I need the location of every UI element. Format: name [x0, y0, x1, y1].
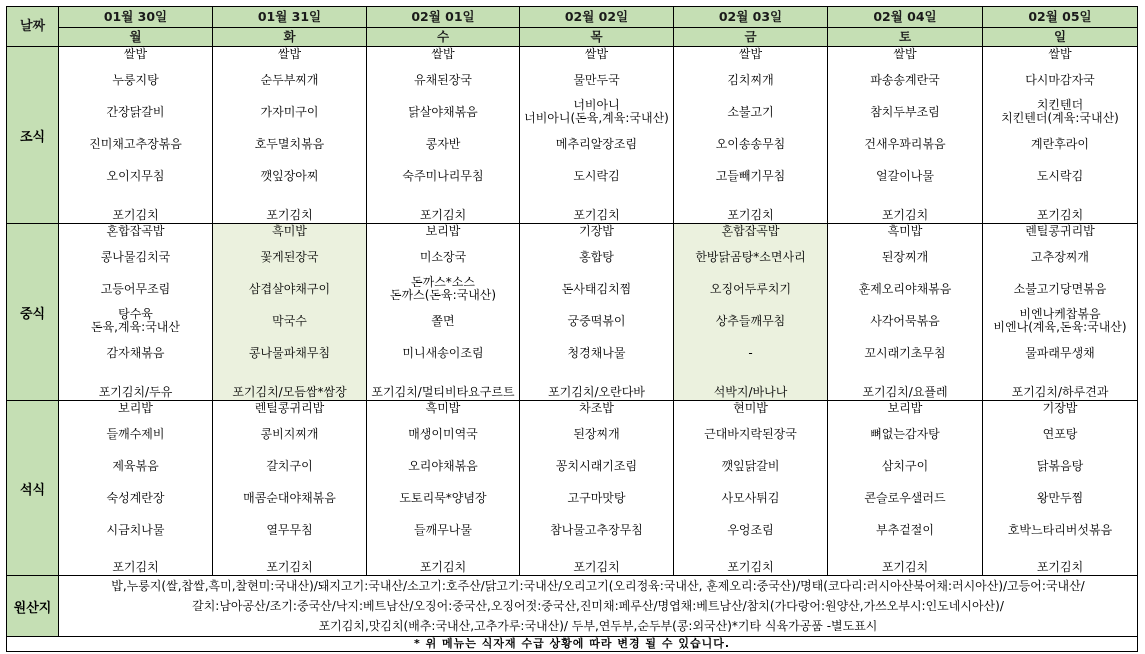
- menu-item: 우엉조림: [727, 522, 774, 537]
- date-header: 01월 30일: [59, 7, 213, 28]
- menu-item-list: [983, 224, 1137, 400]
- menu-cell: [828, 224, 983, 401]
- menu-cell: [213, 224, 367, 401]
- menu-item: 매생이미역국: [408, 426, 478, 441]
- origin-label: 원산지: [7, 576, 59, 637]
- menu-item: 흑미밥: [272, 224, 307, 238]
- origin-line: 밥,누룽지(쌀,찹쌀,흑미,찰현미:국내산)/돼지고기:국내산/소고기:호주산/닭고기:국내산/오리고기(오리정육:국내산, 훈제오리:중국산)/명태(코다리:러시아산북어채:러시아산)/고등어:국내산/: [111, 579, 1085, 593]
- menu-item: 청경채나물: [567, 345, 626, 360]
- menu-item: 흑미밥: [425, 401, 461, 415]
- menu-item: 포기김치: [573, 207, 620, 222]
- menu-item: 포기김치: [573, 559, 620, 574]
- menu-item: 도토리묵*양념장: [399, 490, 487, 505]
- menu-cell: [213, 47, 367, 224]
- menu-cell: [520, 47, 674, 224]
- menu-item: 쫄면: [431, 313, 455, 328]
- menu-item: 물만두국: [573, 72, 620, 87]
- menu-item: 사각어묵볶음: [870, 313, 940, 328]
- menu-item: 미니새송이조림: [402, 345, 484, 360]
- menu-item: 된장찌개: [573, 426, 620, 441]
- menu-item: 흑미밥: [887, 224, 923, 238]
- weekday-header: 토: [828, 28, 983, 47]
- menu-item: 물파래무생채: [1025, 345, 1095, 360]
- menu-cell: [59, 401, 213, 576]
- menu-item-list: [674, 224, 827, 400]
- menu-item: 숙성계란장: [106, 490, 165, 505]
- menu-item: 시금치나물: [106, 522, 165, 537]
- menu-item: 포기김치: [727, 559, 774, 574]
- menu-item: 혼합잡곡밥: [106, 224, 165, 238]
- menu-item: 닭살야채볶음: [408, 104, 478, 119]
- origin-line: 포기김치,맛김치(배추:국내산,고추가루:국내산)/ 두부,연두부,순두부(콩:외국산)*기타 식육가공품 -별도표시: [318, 619, 878, 633]
- menu-item: 쌀밥: [123, 47, 148, 61]
- menu-item: 유채된장국: [414, 72, 472, 87]
- menu-item-line: 너비아니: [573, 98, 620, 112]
- menu-item: 오이송송무침: [715, 136, 786, 151]
- weekday-header: 일: [983, 28, 1138, 47]
- date-header: 02월 01일: [367, 7, 520, 28]
- menu-item-list: [213, 47, 366, 223]
- menu-item: 막국수: [272, 313, 307, 328]
- menu-item: 부추겉절이: [876, 522, 934, 537]
- menu-item: 오징어두루치기: [709, 281, 792, 296]
- menu-item: 렌틸콩귀리밥: [1025, 224, 1095, 238]
- menu-item: 쌀밥: [738, 47, 763, 61]
- menu-item: 포기김치/멀티비타요구르트: [371, 384, 515, 399]
- date-header: 02월 05일: [983, 7, 1138, 28]
- menu-item-list: [520, 224, 673, 400]
- menu-item: 포기김치/하루견과: [1011, 384, 1109, 399]
- menu-item: 돈사태김치찜: [561, 281, 632, 296]
- menu-item: 혼합잡곡밥: [721, 224, 780, 238]
- menu-item: 얼갈이나물: [876, 168, 934, 183]
- menu-item-list: [828, 401, 982, 575]
- menu-item: 쌀밥: [584, 47, 609, 61]
- menu-item: 꽁치시래기조림: [555, 458, 638, 473]
- menu-item: 포기김치: [419, 207, 467, 222]
- menu-item-list: [367, 224, 519, 400]
- menu-item: 기장밥: [1042, 401, 1078, 415]
- menu-item: 왕만두찜: [1036, 490, 1084, 505]
- menu-item: 깻잎닭갈비: [721, 458, 780, 473]
- menu-item: [983, 305, 1137, 337]
- menu-item: 열무무침: [266, 522, 313, 537]
- menu-item: 보리밥: [425, 224, 461, 238]
- origin-line: 갈치:남아공산/조기:중국산/낙지:베트남산/오징어:중국산,오징어젓:중국산,진미채:페루산/명엽채:베트남산/참치(가다랑어:원양산,가쓰오부시:인도네시아산)/: [192, 599, 1004, 613]
- menu-item-list: [213, 224, 366, 400]
- menu-item: 계란후라이: [1031, 136, 1089, 151]
- menu-item: 미소장국: [419, 249, 467, 264]
- menu-item-line: 돈까스*소스: [411, 275, 475, 289]
- menu-item-line: 치킨텐더: [1036, 98, 1084, 112]
- menu-item: 삼치구이: [881, 458, 929, 473]
- menu-item: 호두멸치볶음: [254, 136, 325, 151]
- menu-cell: [213, 401, 367, 576]
- menu-item-list: [59, 47, 212, 223]
- menu-item: 오리야채볶음: [408, 458, 478, 473]
- menu-item: 가자미구이: [260, 104, 319, 119]
- menu-item: 다시마감자국: [1025, 72, 1095, 87]
- menu-item: [983, 96, 1137, 128]
- menu-item: 포기김치/요플레: [862, 384, 948, 399]
- menu-item: 고추장찌개: [1031, 249, 1089, 264]
- menu-item-list: [983, 47, 1137, 223]
- menu-item: 보리밥: [887, 401, 923, 415]
- menu-item-list: [59, 401, 212, 575]
- menu-item: 포기김치: [112, 207, 159, 222]
- menu-item: 참치두부조림: [870, 104, 940, 119]
- menu-item-list: [674, 401, 827, 575]
- menu-item: 깻잎장아찌: [260, 168, 319, 183]
- menu-item: 렌틸콩귀리밥: [254, 401, 325, 415]
- menu-item: 고들빼기무침: [715, 168, 786, 183]
- menu-item: 순두부찌개: [260, 72, 319, 87]
- menu-item: 고구마맛탕: [567, 490, 626, 505]
- menu-item: 차조밥: [579, 401, 614, 415]
- date-header: 01월 31일: [213, 7, 367, 28]
- menu-item: 포기김치: [881, 207, 929, 222]
- menu-item: 보리밥: [118, 401, 153, 415]
- menu-item: 쌀밥: [431, 47, 455, 61]
- weekday-header: 수: [367, 28, 520, 47]
- menu-item: 포기김치: [419, 559, 467, 574]
- menu-cell: [674, 47, 828, 224]
- date-header: 02월 02일: [520, 7, 674, 28]
- menu-cell: [367, 224, 520, 401]
- menu-item: 사모사튀김: [721, 490, 780, 505]
- menu-item-list: [828, 224, 982, 400]
- menu-item: 포기김치: [881, 559, 929, 574]
- menu-item: 쌀밥: [893, 47, 917, 61]
- menu-item: 김치찌개: [727, 72, 774, 87]
- menu-item: 누룽지탕: [112, 72, 159, 87]
- menu-item: 소불고기: [727, 104, 774, 119]
- menu-item-list: [983, 401, 1137, 575]
- menu-item: 파송송계란국: [870, 72, 940, 87]
- menu-item-list: [59, 224, 212, 400]
- menu-item: 참나물고추장무침: [550, 522, 643, 537]
- weekday-header: 월: [59, 28, 213, 47]
- menu-item: 콩나물김치국: [100, 249, 171, 264]
- menu-item-line: 돈까스(돈육:국내산): [389, 288, 497, 302]
- menu-item: 도시락김: [1036, 168, 1084, 183]
- menu-item-line: 치킨텐더(계육:국내산): [1001, 111, 1119, 125]
- menu-item: 포기김치: [112, 559, 159, 574]
- menu-item: 기장밥: [579, 224, 614, 238]
- menu-item: 현미밥: [733, 401, 768, 415]
- menu-item: 포기김치: [1036, 207, 1084, 222]
- origin-info: [59, 576, 1138, 637]
- menu-cell: [674, 401, 828, 576]
- menu-item: -: [748, 345, 753, 360]
- menu-item: 갈치구이: [266, 458, 313, 473]
- menu-item: 콩비지찌개: [260, 426, 319, 441]
- menu-cell: [59, 224, 213, 401]
- menu-item: 진미채고추장볶음: [89, 136, 182, 151]
- menu-item: 콩자반: [425, 136, 461, 151]
- meal-label: 석식: [7, 401, 59, 576]
- menu-item: 오이지무침: [106, 168, 165, 183]
- date-header: 02월 03일: [674, 7, 828, 28]
- menu-item: 닭볶음탕: [1036, 458, 1084, 473]
- menu-item-list: [213, 401, 366, 575]
- menu-item: 꼬시래기초무침: [864, 345, 946, 360]
- menu-item: 메추리알장조림: [555, 136, 638, 151]
- menu-item: 궁중떡볶이: [567, 313, 626, 328]
- menu-item: 근대바지락된장국: [704, 426, 797, 441]
- menu-item-list: [520, 401, 673, 575]
- menu-item: 꽃게된장국: [260, 249, 319, 264]
- menu-item-list: [367, 47, 519, 223]
- menu-cell: [674, 224, 828, 401]
- menu-item: 석박지/바나나: [713, 384, 788, 399]
- menu-item-line: 비엔나케찹볶음: [1019, 307, 1101, 321]
- menu-item: 상추들깨무침: [715, 313, 786, 328]
- menu-item-list: [674, 47, 827, 223]
- menu-item-line: 돈육,계육:국내산: [90, 320, 180, 334]
- menu-item: 포기김치/오란다바: [548, 384, 645, 399]
- menu-item: 쌀밥: [1048, 47, 1072, 61]
- menu-item: 매콤순대야채볶음: [243, 490, 336, 505]
- weekday-header: 화: [213, 28, 367, 47]
- menu-item: 포기김치: [266, 559, 313, 574]
- menu-item: 들깨수제비: [106, 426, 165, 441]
- menu-item: 콩나물파채무침: [248, 345, 331, 360]
- menu-item-line: 비엔나(계육,돈육:국내산): [993, 320, 1127, 334]
- menu-item: 쌀밥: [277, 47, 302, 61]
- menu-item-line: 탕수육: [118, 307, 153, 321]
- menu-item: 도시락김: [573, 168, 620, 183]
- date-corner-label: 날짜: [7, 7, 59, 47]
- weekly-menu-table: [6, 6, 1138, 652]
- meal-label: 중식: [7, 224, 59, 401]
- menu-item: 제육볶음: [112, 458, 159, 473]
- menu-item-list: [520, 47, 673, 223]
- menu-item-list: [828, 47, 982, 223]
- menu-item: 간장닭갈비: [106, 104, 165, 119]
- menu-item: 소불고기당면볶음: [1013, 281, 1107, 296]
- weekday-header: 금: [674, 28, 828, 47]
- menu-item: [367, 273, 519, 305]
- menu-item: 연포탕: [1042, 426, 1078, 441]
- menu-cell: [983, 401, 1138, 576]
- menu-item: 포기김치: [727, 207, 774, 222]
- menu-item: [520, 96, 673, 128]
- menu-item: 호박느타리버섯볶음: [1007, 522, 1113, 537]
- menu-item: 들깨무나물: [414, 522, 472, 537]
- menu-cell: [520, 224, 674, 401]
- menu-item: 홍합탕: [579, 249, 614, 264]
- menu-item: 훈제오리야채볶음: [858, 281, 952, 296]
- menu-item: 건새우꽈리볶음: [864, 136, 946, 151]
- menu-item-list: [367, 401, 519, 575]
- menu-item: 한방닭곰탕*소면사리: [695, 249, 806, 264]
- menu-item: 포기김치: [266, 207, 313, 222]
- menu-item: 뼈없는감자탕: [870, 426, 940, 441]
- menu-item: 포기김치/두유: [98, 384, 173, 399]
- menu-cell: [59, 47, 213, 224]
- menu-cell: [367, 401, 520, 576]
- menu-item: 감자채볶음: [106, 345, 165, 360]
- menu-cell: [983, 47, 1138, 224]
- menu-item-line: 너비아니(돈육,계육:국내산): [524, 111, 669, 125]
- notice-text: * 위 메뉴는 식자재 수급 상황에 따라 변경 될 수 있습니다.: [7, 637, 1138, 652]
- menu-item: 삼겹살야채구이: [248, 281, 331, 296]
- meal-label: 조식: [7, 47, 59, 224]
- menu-item: 포기김치/모듬쌈*쌈장: [232, 384, 347, 399]
- weekday-header: 목: [520, 28, 674, 47]
- menu-cell: [828, 401, 983, 576]
- menu-item: 고등어무조림: [100, 281, 171, 296]
- menu-item: 콘슬로우샐러드: [864, 490, 946, 505]
- menu-cell: [520, 401, 674, 576]
- menu-cell: [983, 224, 1138, 401]
- menu-item: [59, 305, 212, 337]
- menu-item: 된장찌개: [881, 249, 929, 264]
- date-header: 02월 04일: [828, 7, 983, 28]
- menu-cell: [828, 47, 983, 224]
- menu-item: 숙주미나리무침: [402, 168, 484, 183]
- menu-sheet: [6, 6, 1137, 652]
- menu-item: 포기김치: [1036, 559, 1084, 574]
- menu-cell: [367, 47, 520, 224]
